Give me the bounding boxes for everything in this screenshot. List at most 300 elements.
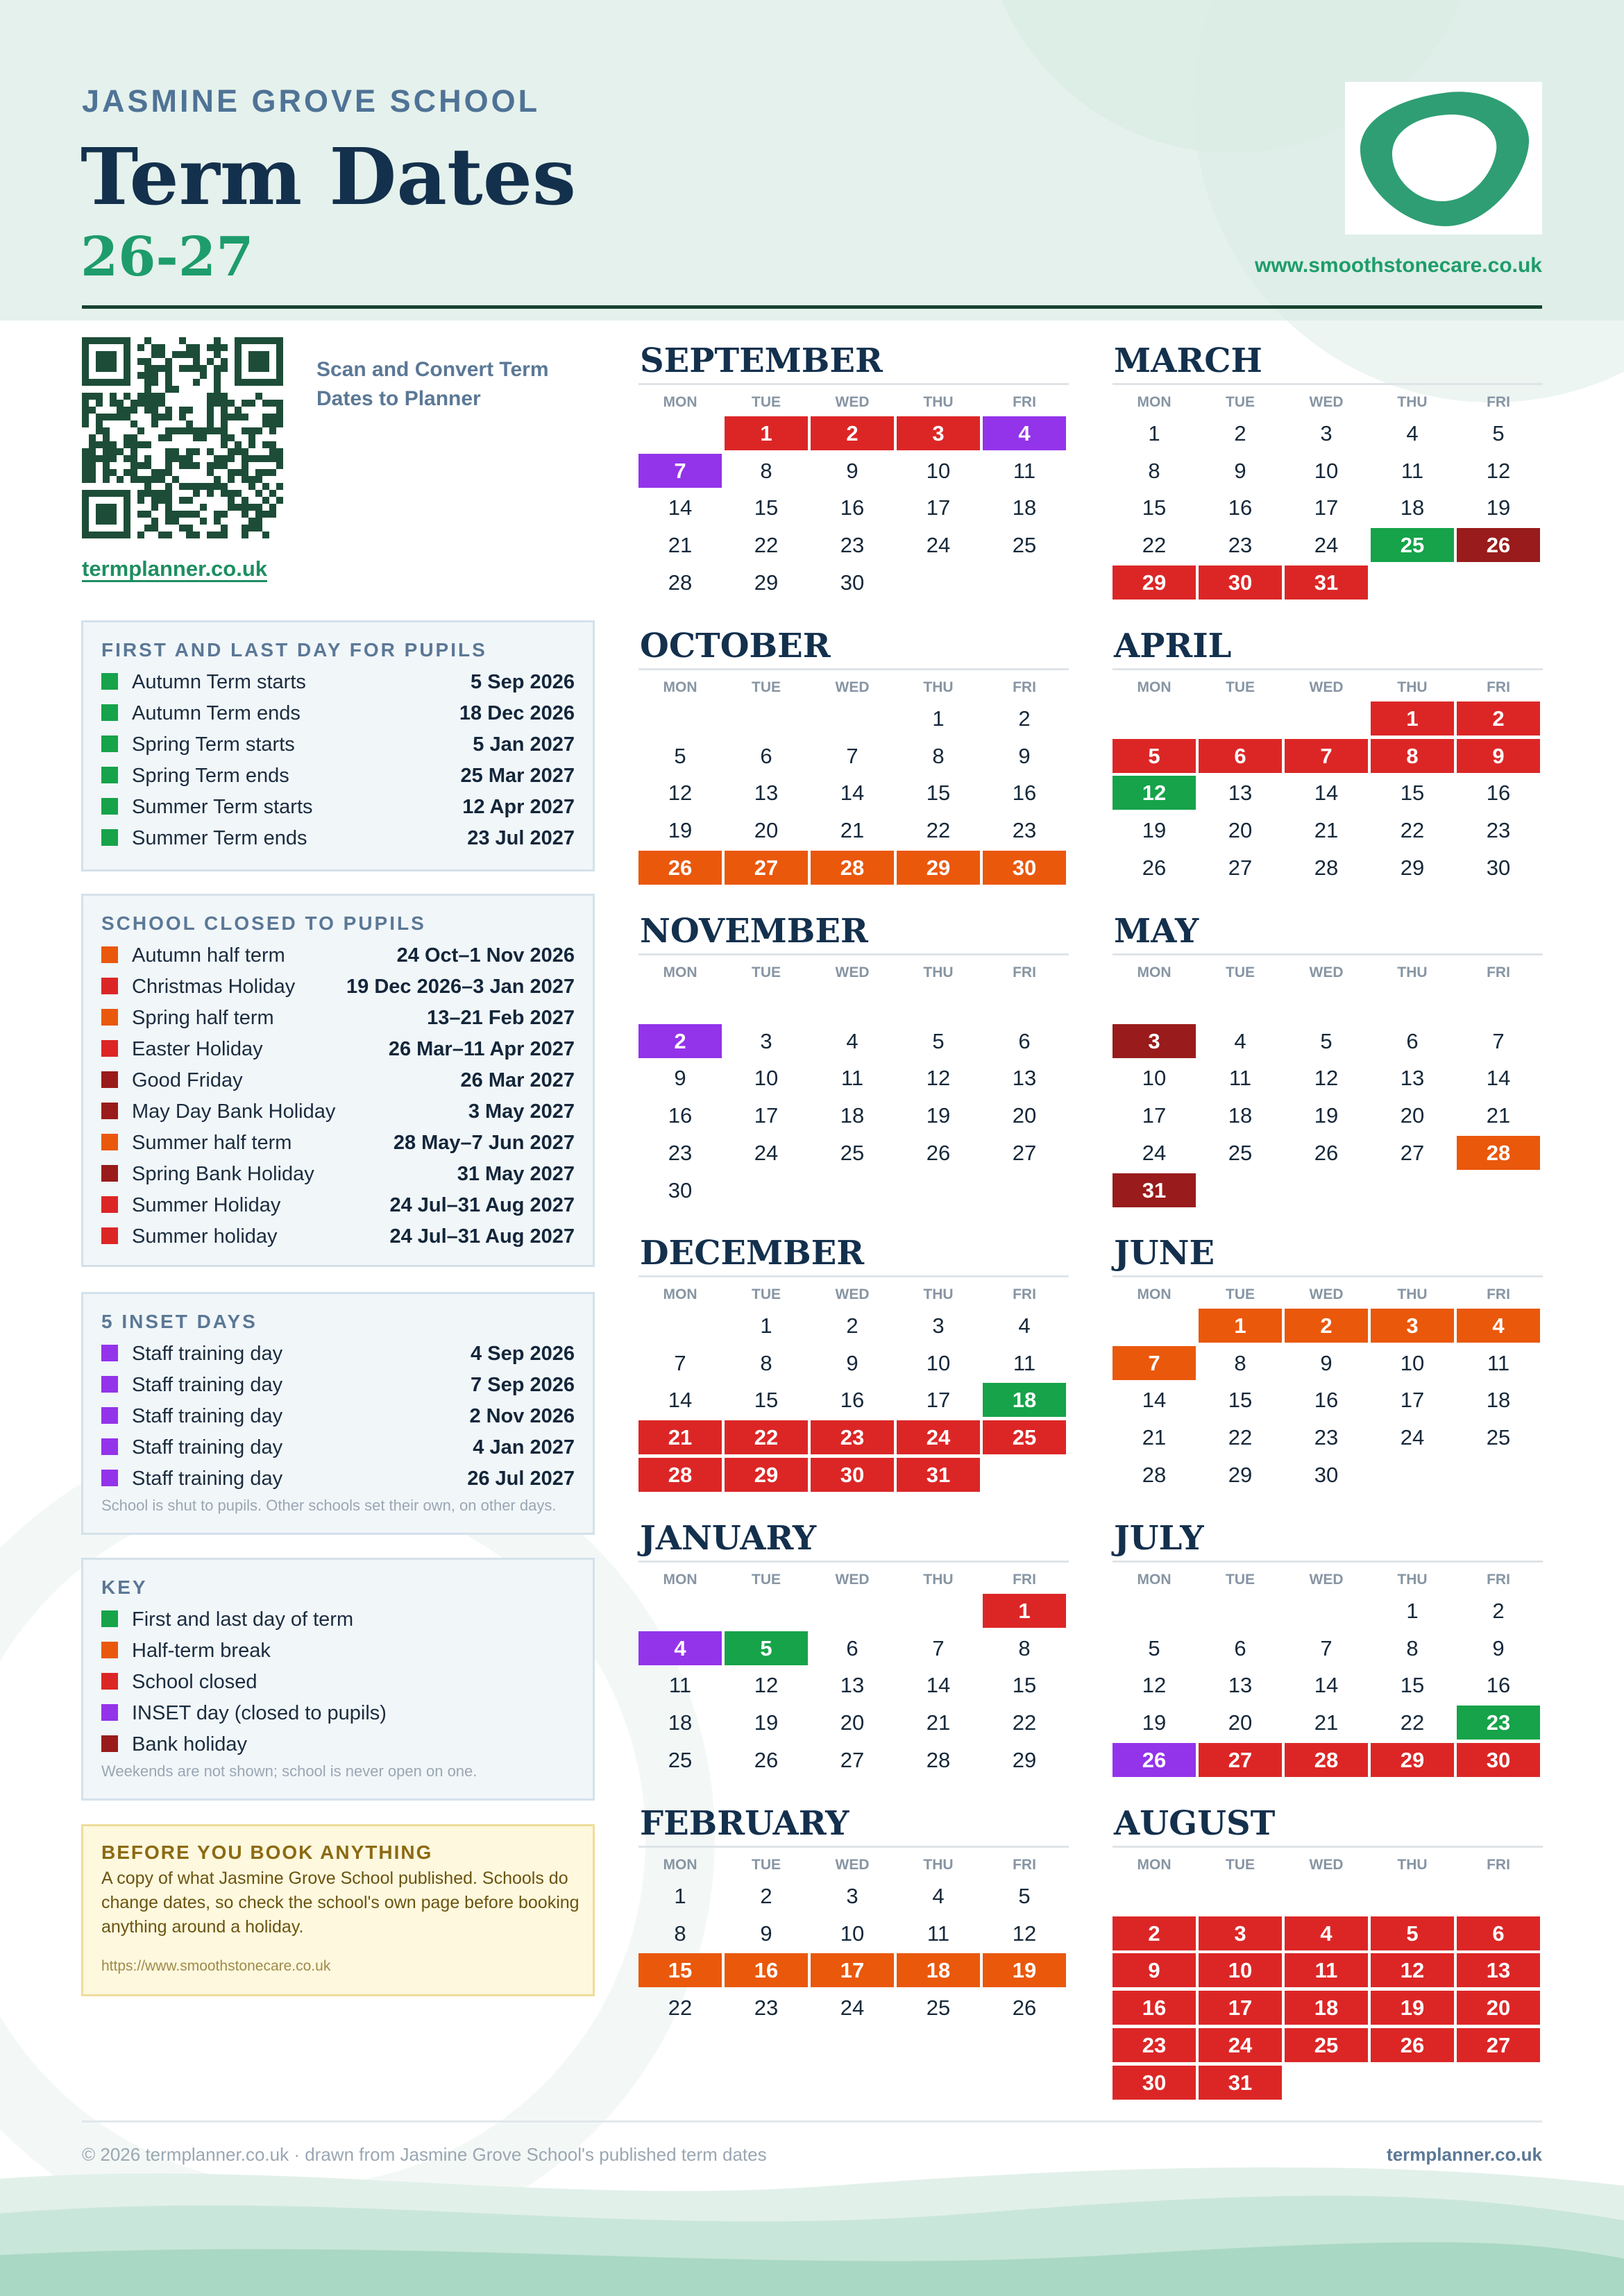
termplanner-link[interactable]: termplanner.co.uk [82, 556, 268, 581]
calendar-day[interactable]: 24 [754, 1140, 779, 1165]
calendar-day[interactable]: 8 [932, 743, 945, 768]
calendar-day[interactable]: 21 [1314, 818, 1339, 843]
calendar-day[interactable]: 29 [754, 570, 779, 595]
calendar-day[interactable]: 9 [674, 1066, 686, 1091]
calendar-day[interactable]: 14 [1314, 781, 1339, 806]
legend-row [101, 1221, 575, 1252]
calendar-day[interactable]: 30 [1486, 855, 1511, 880]
calendar-day[interactable]: 17 [926, 495, 951, 520]
panel-heading: SCHOOL CLOSED TO PUPILS [101, 912, 426, 934]
calendar-day[interactable]: 6 [846, 1635, 858, 1660]
calendar-day[interactable]: 9 [846, 1350, 858, 1375]
calendar-day[interactable]: 12 [1012, 1921, 1037, 1946]
calendar-day[interactable]: 2 [811, 416, 894, 450]
calendar-day[interactable]: 18 [983, 1383, 1066, 1417]
calendar-day[interactable]: 18 [668, 1710, 693, 1735]
calendar-day[interactable]: 5 [1018, 1884, 1031, 1908]
calendar-day[interactable]: 8 [1371, 739, 1454, 773]
calendar-day[interactable]: 23 [1457, 1706, 1540, 1740]
calendar-day[interactable]: 31 [1285, 566, 1368, 599]
calendar-day[interactable]: 25 [668, 1747, 693, 1772]
calendar-day[interactable]: 27 [1228, 855, 1253, 880]
weekday-header: WED [1309, 394, 1344, 410]
calendar-day[interactable]: 18 [1012, 495, 1037, 520]
calendar-day[interactable]: 23 [1486, 818, 1511, 843]
calendar-day[interactable]: 10 [926, 1350, 951, 1375]
calendar-day[interactable]: 3 [1113, 1024, 1196, 1058]
warning-url[interactable]: https://www.smoothstonecare.co.uk [101, 1958, 331, 1974]
calendar-day[interactable]: 18 [840, 1103, 865, 1128]
calendar-day[interactable]: 9 [1457, 739, 1540, 773]
calendar-day[interactable]: 3 [897, 416, 980, 450]
calendar-day[interactable]: 23 [668, 1140, 693, 1165]
qr-code[interactable] [82, 337, 283, 538]
calendar-day[interactable]: 21 [840, 818, 865, 843]
panel-heading: FIRST AND LAST DAY FOR PUPILS [101, 639, 487, 661]
calendar-day[interactable]: 5 [1148, 1635, 1160, 1660]
calendar-day[interactable]: 22 [725, 1420, 808, 1454]
calendar-day[interactable]: 29 [725, 1458, 808, 1492]
calendar-day[interactable]: 2 [760, 1884, 772, 1908]
legend-date: 13–21 Feb 2027 [427, 1007, 575, 1029]
calendar-day[interactable]: 14 [1486, 1066, 1511, 1091]
calendar-day[interactable]: 20 [1012, 1103, 1037, 1128]
calendar-day[interactable]: 20 [1228, 1710, 1253, 1735]
calendar-day[interactable]: 7 [1320, 1635, 1333, 1660]
calendar-day[interactable]: 22 [1400, 818, 1425, 843]
calendar-day[interactable]: 28 [638, 1458, 722, 1492]
calendar-day[interactable]: 26 [1457, 528, 1540, 562]
calendar-day[interactable]: 27 [840, 1747, 865, 1772]
calendar-day[interactable]: 11 [840, 1066, 864, 1091]
calendar-day[interactable]: 22 [1400, 1710, 1425, 1735]
calendar-day[interactable]: 2 [846, 1313, 858, 1338]
legend-label: Spring Term ends [132, 765, 289, 787]
calendar-day[interactable]: 17 [1199, 1991, 1282, 2025]
calendar-day[interactable]: 29 [1371, 1743, 1454, 1777]
calendar-day[interactable]: 16 [840, 495, 865, 520]
calendar-day[interactable]: 4 [932, 1884, 945, 1908]
legend-label: Summer Holiday [132, 1194, 281, 1216]
legend-label: Bank holiday [132, 1733, 248, 1755]
calendar-day[interactable]: 25 [1012, 533, 1037, 558]
calendar-day[interactable]: 16 [1012, 781, 1037, 806]
calendar-day[interactable]: 15 [1012, 1673, 1037, 1698]
calendar-day[interactable]: 31 [1199, 2066, 1282, 2100]
calendar-day[interactable]: 2 [1018, 706, 1031, 731]
calendar-day[interactable]: 21 [638, 1420, 722, 1454]
calendar-day[interactable]: 9 [1492, 1635, 1505, 1660]
weekday-header: TUE [1226, 394, 1255, 410]
calendar-day[interactable]: 19 [926, 1103, 951, 1128]
calendar-day[interactable]: 17 [811, 1953, 894, 1987]
calendar-day[interactable]: 13 [1228, 781, 1253, 806]
calendar-day[interactable]: 20 [754, 818, 779, 843]
calendar-day[interactable]: 13 [1012, 1066, 1037, 1091]
weekday-header: FRI [1487, 1857, 1510, 1873]
calendar-day[interactable]: 7 [638, 454, 722, 488]
calendar-day[interactable]: 9 [1234, 458, 1246, 483]
calendar-day[interactable]: 21 [926, 1710, 951, 1735]
calendar-day[interactable]: 12 [1371, 1953, 1454, 1987]
calendar-day[interactable]: 23 [840, 533, 865, 558]
calendar-day[interactable]: 6 [1018, 1028, 1031, 1053]
school-closed-panel [81, 894, 595, 1267]
calendar-day[interactable]: 12 [1113, 776, 1196, 810]
calendar-day[interactable]: 18 [1285, 1991, 1368, 2025]
calendar-day[interactable]: 27 [1012, 1140, 1037, 1165]
calendar-day[interactable]: 1 [1371, 701, 1454, 735]
calendar-day[interactable]: 5 [725, 1631, 808, 1665]
calendar-day[interactable]: 8 [674, 1921, 686, 1946]
footer-link[interactable]: termplanner.co.uk [1387, 2144, 1542, 2165]
calendar-day[interactable]: 12 [754, 1673, 779, 1698]
calendar-day[interactable]: 13 [1457, 1953, 1540, 1987]
calendar-day[interactable]: 3 [1320, 421, 1333, 445]
month-october [638, 628, 1069, 899]
calendar-day[interactable]: 15 [1400, 781, 1425, 806]
calendar-day[interactable]: 26 [1012, 1996, 1037, 2021]
calendar-day[interactable]: 14 [840, 781, 865, 806]
calendar-day[interactable]: 19 [1314, 1103, 1339, 1128]
calendar-day[interactable]: 2 [1457, 701, 1540, 735]
calendar-day[interactable]: 16 [1486, 781, 1511, 806]
calendar-day[interactable]: 12 [1314, 1066, 1339, 1091]
calendar-day[interactable]: 30 [1457, 1743, 1540, 1777]
calendar-day[interactable]: 28 [1314, 855, 1339, 880]
calendar-day[interactable]: 27 [1457, 2028, 1540, 2062]
calendar-day[interactable]: 12 [1142, 1673, 1167, 1698]
calendar-day[interactable]: 18 [1486, 1388, 1511, 1413]
calendar-day[interactable]: 12 [926, 1066, 951, 1091]
calendar-day[interactable]: 6 [760, 743, 772, 768]
calendar-day[interactable]: 14 [668, 495, 693, 520]
calendar-day[interactable]: 4 [1234, 1028, 1246, 1053]
calendar-day[interactable]: 26 [1371, 2028, 1454, 2062]
calendar-day[interactable]: 22 [1142, 533, 1167, 558]
legend-label: Good Friday [132, 1069, 243, 1091]
calendar-day[interactable]: 1 [725, 416, 808, 450]
calendar-day[interactable]: 2 [1492, 1599, 1505, 1623]
calendar-day[interactable]: 10 [840, 1921, 865, 1946]
calendar-day[interactable]: 29 [1400, 855, 1425, 880]
calendar-day[interactable]: 13 [754, 781, 779, 806]
weekday-header: FRI [1487, 964, 1510, 980]
weekday-header: TUE [1226, 1857, 1255, 1873]
calendar-day[interactable]: 14 [668, 1388, 693, 1413]
calendar-day[interactable]: 15 [1400, 1673, 1425, 1698]
calendar-day[interactable]: 28 [811, 851, 894, 885]
calendar-day[interactable]: 30 [668, 1177, 693, 1202]
calendar-day[interactable]: 17 [926, 1388, 951, 1413]
calendar-day[interactable]: 14 [1142, 1388, 1167, 1413]
calendar-day[interactable]: 26 [754, 1747, 779, 1772]
website-link[interactable]: www.smoothstonecare.co.uk [1255, 254, 1542, 277]
calendar-day[interactable]: 27 [1400, 1140, 1425, 1165]
calendar-day[interactable]: 4 [1018, 1313, 1031, 1338]
calendar-day[interactable]: 13 [1228, 1673, 1253, 1698]
calendar-day[interactable]: 21 [1486, 1103, 1511, 1128]
calendar-day[interactable]: 26 [926, 1140, 951, 1165]
calendar-day[interactable]: 1 [760, 1313, 772, 1338]
calendar-day[interactable]: 11 [927, 1921, 950, 1946]
calendar-day[interactable]: 2 [638, 1024, 722, 1058]
calendar-day[interactable]: 17 [754, 1103, 779, 1128]
calendar-day[interactable]: 15 [1142, 495, 1167, 520]
calendar-day[interactable]: 8 [1148, 458, 1160, 483]
calendar-day[interactable]: 26 [1314, 1140, 1339, 1165]
calendar-day[interactable]: 23 [1113, 2028, 1196, 2062]
calendar-day[interactable]: 23 [811, 1420, 894, 1454]
calendar-day[interactable]: 24 [1199, 2028, 1282, 2062]
calendar-day[interactable]: 5 [1492, 421, 1505, 445]
calendar-day[interactable]: 16 [1314, 1388, 1339, 1413]
calendar-day[interactable]: 24 [897, 1420, 980, 1454]
calendar-day[interactable]: 8 [1406, 1635, 1419, 1660]
calendar-day[interactable]: 4 [1285, 1916, 1368, 1950]
calendar-day[interactable]: 28 [1457, 1136, 1540, 1170]
calendar-day[interactable]: 30 [1314, 1462, 1339, 1487]
calendar-day[interactable]: 2 [1234, 421, 1246, 445]
calendar-day[interactable]: 25 [1371, 528, 1454, 562]
calendar-day[interactable]: 13 [1400, 1066, 1425, 1091]
calendar-day[interactable]: 7 [1492, 1028, 1505, 1053]
calendar-day[interactable]: 18 [1228, 1103, 1253, 1128]
calendar-day[interactable]: 25 [1486, 1425, 1511, 1450]
calendar-day[interactable]: 26 [1142, 855, 1167, 880]
calendar-day[interactable]: 1 [932, 706, 945, 731]
calendar-day[interactable]: 22 [754, 533, 779, 558]
key-note: Weekends are not shown; school is never open on one. [101, 1762, 477, 1780]
calendar-day[interactable]: 7 [932, 1635, 945, 1660]
calendar-day[interactable]: 1 [674, 1884, 686, 1908]
calendar-day[interactable]: 19 [668, 818, 693, 843]
month-divider [638, 1275, 1069, 1277]
calendar-day[interactable]: 20 [1228, 818, 1253, 843]
calendar-day[interactable]: 22 [1012, 1710, 1037, 1735]
calendar-day[interactable]: 16 [725, 1953, 808, 1987]
calendar-day[interactable]: 16 [1113, 1991, 1196, 2025]
calendar-day[interactable]: 1 [1406, 1599, 1419, 1623]
calendar-day[interactable]: 16 [840, 1388, 865, 1413]
calendar-day[interactable]: 29 [1012, 1747, 1037, 1772]
calendar-day[interactable]: 28 [1285, 1743, 1368, 1777]
calendar-day[interactable]: 16 [668, 1103, 693, 1128]
calendar-day[interactable]: 22 [668, 1996, 693, 2021]
calendar-day[interactable]: 11 [1013, 1350, 1036, 1375]
calendar-day[interactable]: 23 [1012, 818, 1037, 843]
calendar-day[interactable]: 9 [1320, 1350, 1333, 1375]
calendar-day[interactable]: 26 [638, 851, 722, 885]
color-swatch [101, 1735, 118, 1752]
legend-row [101, 1698, 575, 1728]
calendar-day[interactable]: 12 [1486, 458, 1511, 483]
calendar-day[interactable]: 10 [1142, 1066, 1167, 1091]
calendar-day[interactable]: 20 [1400, 1103, 1425, 1128]
calendar-day[interactable]: 13 [840, 1673, 865, 1698]
calendar-day[interactable]: 30 [811, 1458, 894, 1492]
month-divider [638, 1561, 1069, 1563]
calendar-day[interactable]: 8 [760, 1350, 772, 1375]
calendar-day[interactable]: 31 [897, 1458, 980, 1492]
calendar-day[interactable]: 21 [1314, 1710, 1339, 1735]
calendar-day[interactable]: 15 [754, 495, 779, 520]
calendar-day[interactable]: 17 [1314, 495, 1339, 520]
calendar-day[interactable]: 25 [983, 1420, 1066, 1454]
weekday-header: TUE [1226, 1572, 1255, 1588]
calendar-day[interactable]: 19 [1486, 495, 1511, 520]
calendar-day[interactable]: 14 [1314, 1673, 1339, 1698]
calendar-day[interactable]: 19 [754, 1710, 779, 1735]
calendar-day[interactable]: 9 [846, 458, 858, 483]
calendar-day[interactable]: 15 [926, 781, 951, 806]
calendar-day[interactable]: 24 [1314, 533, 1339, 558]
calendar-day[interactable]: 19 [1371, 1991, 1454, 2025]
color-swatch [101, 1009, 118, 1026]
calendar-day[interactable]: 24 [840, 1996, 865, 2021]
month-august [1113, 1804, 1543, 2095]
calendar-day[interactable]: 19 [1142, 818, 1167, 843]
calendar-day[interactable]: 4 [1406, 421, 1419, 445]
calendar-day[interactable]: 4 [846, 1028, 858, 1053]
weekday-header: THU [1397, 394, 1428, 410]
calendar-day[interactable]: 8 [1234, 1350, 1246, 1375]
calendar-day[interactable]: 18 [897, 1953, 980, 1987]
calendar-day[interactable]: 5 [674, 743, 686, 768]
calendar-day[interactable]: 30 [1199, 566, 1282, 599]
calendar-day[interactable]: 5 [932, 1028, 945, 1053]
color-swatch [101, 1642, 118, 1658]
color-swatch [101, 1610, 118, 1627]
calendar-day[interactable]: 14 [926, 1673, 951, 1698]
legend-row [101, 1096, 575, 1127]
calendar-day[interactable]: 25 [840, 1140, 865, 1165]
calendar-day[interactable]: 6 [1406, 1028, 1419, 1053]
legend-row [101, 1338, 575, 1369]
calendar-day[interactable]: 11 [1487, 1350, 1510, 1375]
calendar-day[interactable]: 5 [1371, 1916, 1454, 1950]
calendar-day[interactable]: 18 [1400, 495, 1425, 520]
calendar-day[interactable]: 19 [1142, 1710, 1167, 1735]
calendar-day[interactable]: 8 [1018, 1635, 1031, 1660]
calendar-day[interactable]: 11 [1013, 458, 1036, 483]
calendar-day[interactable]: 28 [926, 1747, 951, 1772]
calendar-day[interactable]: 3 [1371, 1309, 1454, 1343]
legend-date: 4 Jan 2027 [473, 1436, 575, 1459]
calendar-day[interactable]: 12 [668, 781, 693, 806]
calendar-day[interactable]: 10 [1199, 1953, 1282, 1987]
calendar-day[interactable]: 28 [1142, 1462, 1167, 1487]
calendar-day[interactable]: 10 [1314, 458, 1339, 483]
calendar-day[interactable]: 4 [638, 1631, 722, 1665]
calendar-day[interactable]: 1 [1148, 421, 1160, 445]
calendar-day[interactable]: 29 [1228, 1462, 1253, 1487]
calendar-day[interactable]: 24 [926, 533, 951, 558]
calendar-day[interactable]: 9 [1018, 743, 1031, 768]
calendar-day[interactable]: 16 [1486, 1673, 1511, 1698]
calendar-day[interactable]: 17 [1400, 1388, 1425, 1413]
calendar-day[interactable]: 2 [1113, 1916, 1196, 1950]
color-swatch [101, 1438, 118, 1455]
calendar-day[interactable]: 15 [638, 1953, 722, 1987]
calendar-day[interactable]: 19 [983, 1953, 1066, 1987]
calendar-day[interactable]: 24 [1400, 1425, 1425, 1450]
calendar-day[interactable]: 7 [674, 1350, 686, 1375]
calendar-day[interactable]: 3 [1199, 1916, 1282, 1950]
calendar-day[interactable]: 4 [983, 416, 1066, 450]
calendar-day[interactable]: 29 [897, 851, 980, 885]
calendar-day[interactable]: 30 [840, 570, 865, 595]
calendar-day[interactable]: 20 [840, 1710, 865, 1735]
calendar-day[interactable]: 28 [668, 570, 693, 595]
calendar-day[interactable]: 6 [1199, 739, 1282, 773]
calendar-day[interactable]: 11 [668, 1673, 692, 1698]
calendar-day[interactable]: 22 [1228, 1425, 1253, 1450]
calendar-day[interactable]: 10 [1400, 1350, 1425, 1375]
calendar-day[interactable]: 16 [1228, 495, 1253, 520]
calendar-day[interactable]: 29 [1113, 566, 1196, 599]
calendar-day[interactable]: 3 [760, 1028, 772, 1053]
calendar-day[interactable]: 5 [1320, 1028, 1333, 1053]
calendar-day[interactable]: 10 [926, 458, 951, 483]
calendar-day[interactable]: 7 [1113, 1346, 1196, 1380]
calendar-day[interactable]: 2 [1285, 1309, 1368, 1343]
calendar-day[interactable]: 24 [1142, 1140, 1167, 1165]
calendar-day[interactable]: 3 [846, 1884, 858, 1908]
calendar-day[interactable]: 5 [1113, 739, 1196, 773]
calendar-day[interactable]: 6 [1234, 1635, 1246, 1660]
calendar-day[interactable]: 23 [1228, 533, 1253, 558]
calendar-day[interactable]: 11 [1401, 458, 1424, 483]
calendar-day[interactable]: 22 [926, 818, 951, 843]
calendar-day[interactable]: 20 [1457, 1991, 1540, 2025]
calendar-day[interactable]: 25 [926, 1996, 951, 2021]
calendar-day[interactable]: 21 [668, 533, 693, 558]
calendar-day[interactable]: 7 [1285, 739, 1368, 773]
calendar-day[interactable]: 1 [983, 1594, 1066, 1628]
calendar-day[interactable]: 17 [1142, 1103, 1167, 1128]
calendar-day[interactable]: 25 [1285, 2028, 1368, 2062]
legend-label: Half-term break [132, 1640, 271, 1662]
calendar-day[interactable]: 31 [1113, 1173, 1196, 1207]
calendar-day[interactable]: 4 [1457, 1309, 1540, 1343]
calendar-day[interactable]: 21 [1142, 1425, 1167, 1450]
calendar-day[interactable]: 9 [760, 1921, 772, 1946]
calendar-day[interactable]: 15 [1228, 1388, 1253, 1413]
calendar-day[interactable]: 15 [754, 1388, 779, 1413]
calendar-day[interactable]: 26 [1113, 1743, 1196, 1777]
weekday-header: THU [1397, 1572, 1428, 1588]
calendar-day[interactable]: 11 [1228, 1066, 1252, 1091]
calendar-day[interactable]: 8 [760, 458, 772, 483]
calendar-day[interactable]: 7 [846, 743, 858, 768]
legend-date: 31 May 2027 [457, 1163, 575, 1185]
calendar-day[interactable]: 25 [1228, 1140, 1253, 1165]
calendar-day[interactable]: 23 [754, 1996, 779, 2021]
calendar-day[interactable]: 9 [1113, 1953, 1196, 1987]
calendar-day[interactable]: 23 [1314, 1425, 1339, 1450]
calendar-day[interactable]: 6 [1457, 1916, 1540, 1950]
calendar-day[interactable]: 30 [1113, 2066, 1196, 2100]
calendar-day[interactable]: 1 [1199, 1309, 1282, 1343]
legend-date: 19 Dec 2026–3 Jan 2027 [346, 976, 575, 998]
calendar-day[interactable]: 30 [983, 851, 1066, 885]
calendar-day[interactable]: 27 [1199, 1743, 1282, 1777]
calendar-day[interactable]: 3 [932, 1313, 945, 1338]
calendar-day[interactable]: 11 [1285, 1953, 1368, 1987]
calendar-day[interactable]: 10 [754, 1066, 779, 1091]
calendar-day[interactable]: 27 [725, 851, 808, 885]
